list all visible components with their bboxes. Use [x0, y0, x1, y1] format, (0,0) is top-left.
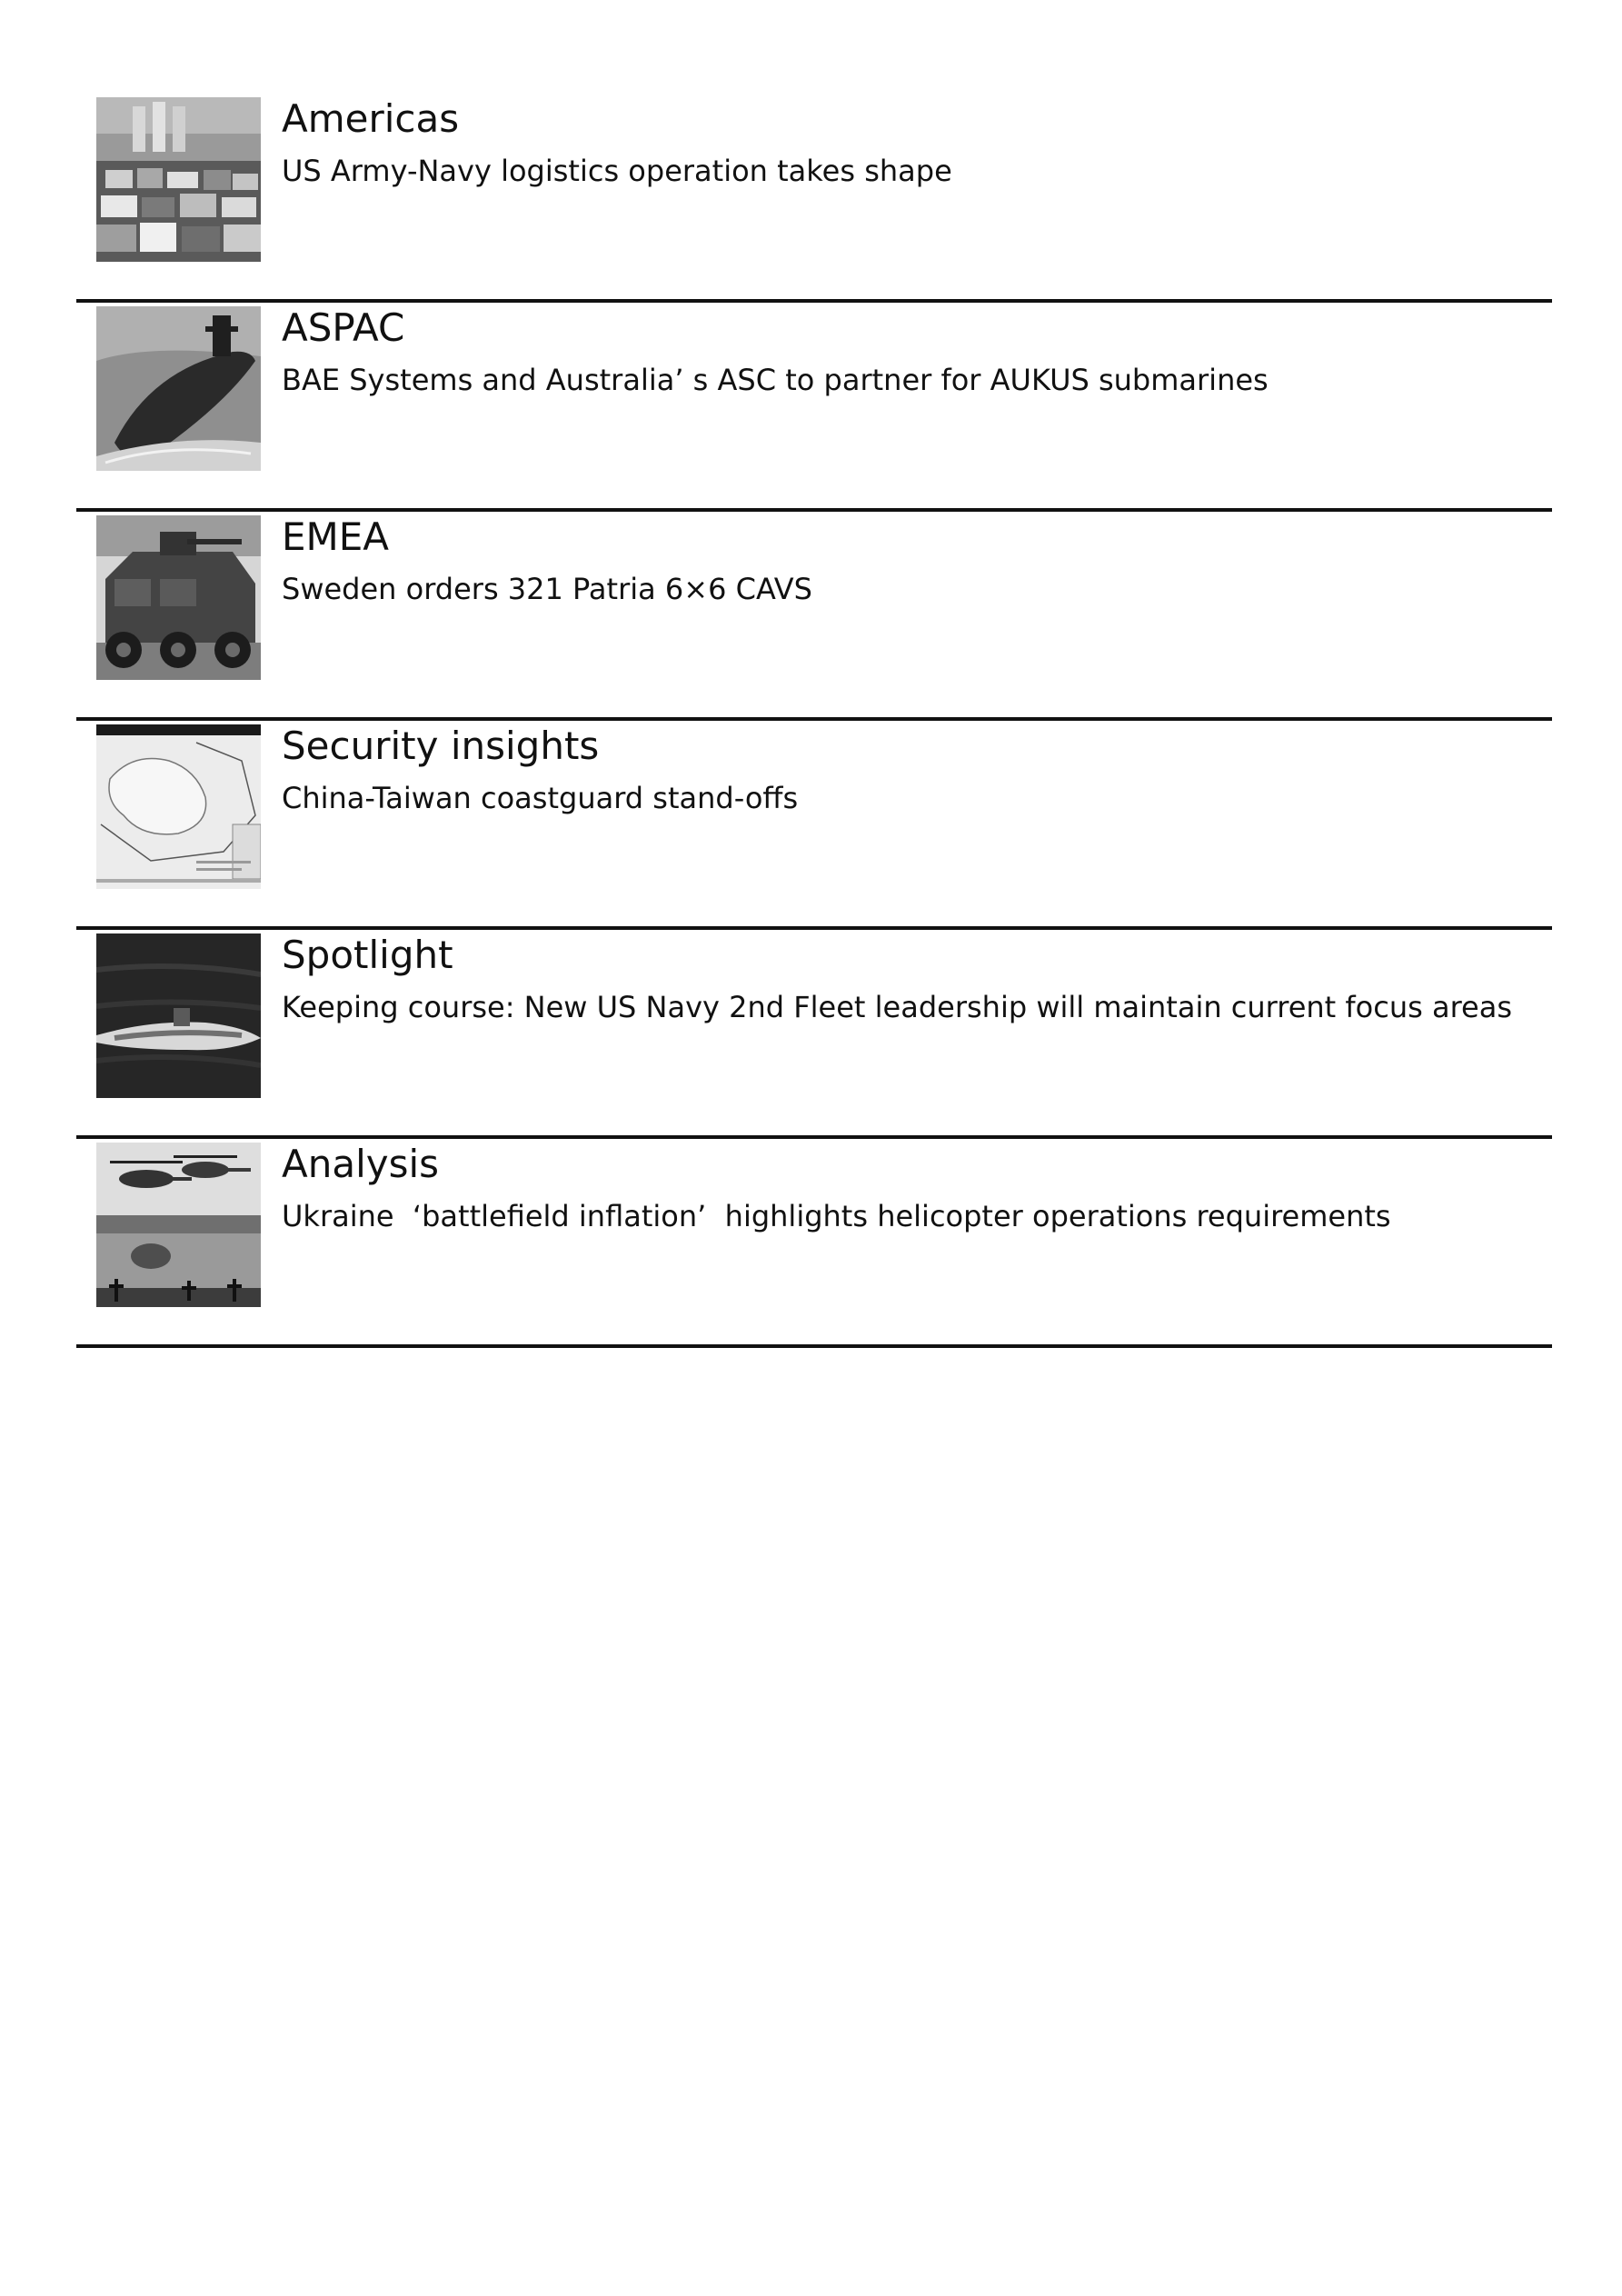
article-list [76, 94, 1552, 1348]
item-text [282, 721, 1543, 817]
item-text [282, 94, 1543, 190]
section-title[interactable]: EMEA [282, 514, 390, 559]
list-item-emea[interactable] [76, 512, 1552, 721]
headline-link[interactable]: Sweden orders 321 Patria 6×6 CAVS [282, 572, 812, 606]
item-text [282, 303, 1543, 399]
headline-link[interactable]: China-Taiwan coastguard stand-offs [282, 781, 799, 815]
section-title[interactable]: Americas [282, 96, 460, 141]
headline-link[interactable]: Ukraine ‘battlefield inflation’ highlights helicopter operations requirements [282, 1199, 1391, 1233]
section-title[interactable]: Security insights [282, 724, 600, 768]
submarine-photo[interactable] [96, 306, 261, 471]
list-item-analysis[interactable] [76, 1139, 1552, 1348]
submarine-at-sea-photo[interactable] [96, 933, 261, 1098]
list-item-security-insights[interactable] [76, 721, 1552, 930]
item-text [282, 1139, 1543, 1235]
headline-link[interactable]: BAE Systems and Australia’ s ASC to partner for AUKUS submarines [282, 363, 1269, 397]
list-item-americas[interactable] [76, 94, 1552, 303]
list-item-aspac[interactable] [76, 303, 1552, 512]
headline-link[interactable]: US Army-Navy logistics operation takes shape [282, 154, 952, 188]
armoured-vehicle-photo[interactable] [96, 515, 261, 680]
headline-link[interactable]: Keeping course: New US Navy 2nd Fleet leadership will maintain current focus areas [282, 990, 1512, 1024]
map-figure[interactable] [96, 724, 261, 889]
list-item-spotlight[interactable] [76, 930, 1552, 1139]
section-title[interactable]: ASPAC [282, 305, 405, 350]
helicopters-photo[interactable] [96, 1143, 261, 1307]
item-text [282, 930, 1543, 1026]
item-text [282, 512, 1543, 608]
cargo-ship-photo[interactable] [96, 97, 261, 262]
divider [76, 1344, 1552, 1348]
section-title[interactable]: Analysis [282, 1142, 440, 1186]
section-title[interactable]: Spotlight [282, 933, 453, 977]
